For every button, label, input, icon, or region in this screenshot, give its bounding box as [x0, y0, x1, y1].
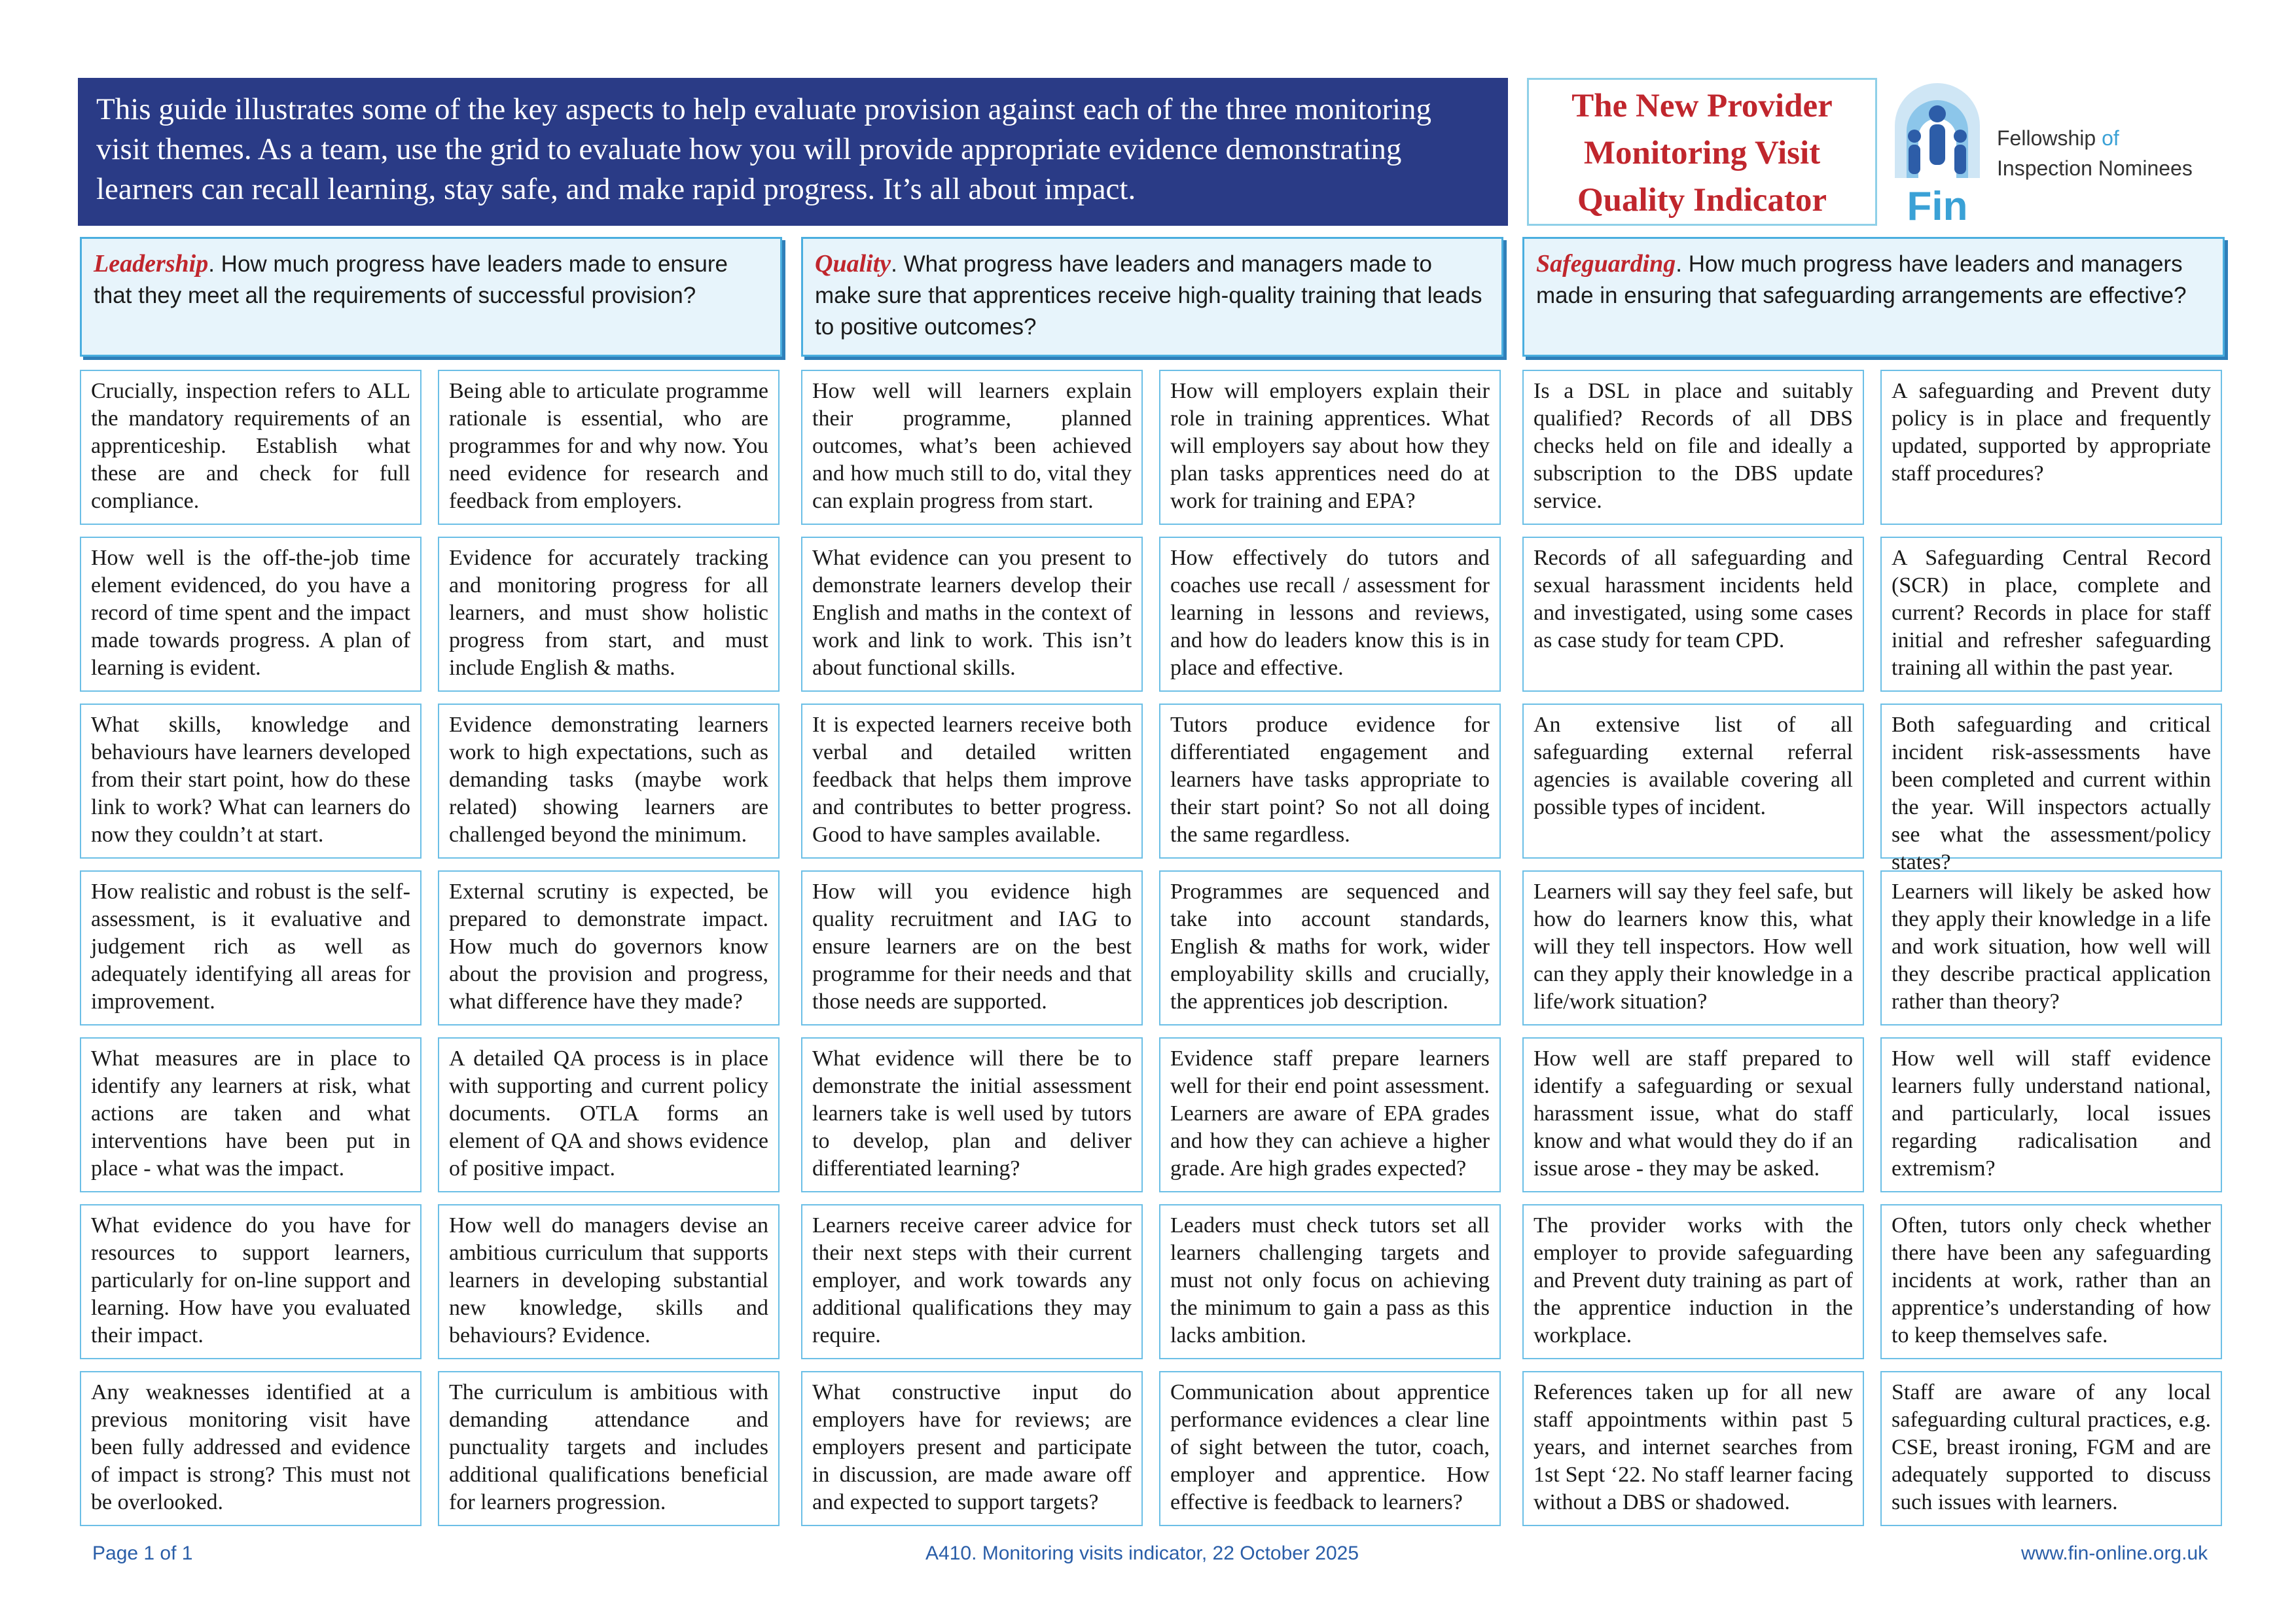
theme-name: Safeguarding [1536, 250, 1676, 277]
grid-cell: Any weaknesses identified at a previous monitoring visit have been fully addressed and evidence of impact is strong? This must not be overlooked. [80, 1371, 422, 1526]
grid-cell: A Safeguarding Central Record (SCR) in place, complete and current? Records in place for staff initial and refresher safeguarding training all within the past year. [1880, 537, 2222, 692]
org-name-part2: Inspection Nominees [1997, 156, 2193, 180]
intro-banner [78, 78, 1508, 226]
theme-leadership [80, 237, 782, 357]
grid-cell: What evidence do you have for resources to support learners, particularly for on-line support and learning. How have you evaluated their impact. [80, 1204, 422, 1359]
theme-question: . How much progress have leaders and managers made in ensuring that safeguarding arrangements are effective? [1536, 251, 2187, 308]
grid-cell: Is a DSL in place and suitably qualified? Records of all DBS checks held on file and ideally a subscription to the DBS update service. [1522, 370, 1864, 525]
grid-cell: How well are staff prepared to identify a safeguarding or sexual harassment issue, what do staff know and what would they do if an issue arose - they may be asked. [1522, 1037, 1864, 1192]
grid-cell: What skills, knowledge and behaviours have learners developed from their start point, how do these link to work? What can learners do now they couldn’t at start. [80, 704, 422, 859]
logo-text: Fin [1907, 184, 1968, 229]
grid-cell: Learners will say they feel safe, but how do learners know this, what will they tell inspectors. How well can they apply their knowledge in a life/work situation? [1522, 870, 1864, 1026]
grid-cell: What measures are in place to identify any learners at risk, what actions are taken and what interventions have been put in place - what was the impact. [80, 1037, 422, 1192]
theme-question: . What progress have leaders and managers made to make sure that apprentices receive high-quality training that leads to positive outcomes? [815, 251, 1482, 340]
grid-cell: References taken up for all new staff appointments within past 5 years, and internet searches from 1st Sept ‘22. No staff learner facing without a DBS or shadowed. [1522, 1371, 1864, 1526]
footer-website-link[interactable]: www.fin-online.org.uk [2021, 1543, 2208, 1564]
document-title [1527, 78, 1877, 226]
intro-text: This guide illustrates some of the key aspects to help evaluate provision against each of the three monitoring visit themes. As a team, use the grid to evaluate how you will provide appropriate evidence demonstrating learners can recall learning, stay safe, and make rapid progress. It’s all about impact. [96, 92, 1432, 207]
grid-cell: How well will staff evidence learners fully understand national, and particularly, local issues regarding radicalisation and extremism? [1880, 1037, 2222, 1192]
org-name-of: of [2102, 126, 2119, 150]
grid-cell: How realistic and robust is the self-assessment, is it evaluative and judgement rich as well as adequately identifying all areas for improvement. [80, 870, 422, 1026]
grid-cell: What evidence can you present to demonstrate learners develop their English and maths in the context of work and link to work. This isn’t about functional skills. [801, 537, 1143, 692]
grid-cell: A safeguarding and Prevent duty policy is in place and frequently updated, supported by appropriate staff procedures? [1880, 370, 2222, 525]
grid-cell: It is expected learners receive both verbal and detailed written feedback that helps them improve and contributes to better progress. Good to have samples available. [801, 704, 1143, 859]
grid-cell: How will employers explain their role in training apprentices. What will employers say about how they plan tasks apprentices need do at work for training and EPA? [1159, 370, 1501, 525]
grid-cell: What constructive input do employers have for reviews; are employers present and participate in discussion, are made aware off and expected to support targets? [801, 1371, 1143, 1526]
grid-cell: The curriculum is ambitious with demanding attendance and punctuality targets and includes additional qualifications beneficial for learners progression. [438, 1371, 780, 1526]
theme-safeguarding [1522, 237, 2225, 357]
footer-document-ref: A410. Monitoring visits indicator, 22 October 2025 [925, 1543, 1359, 1564]
grid-cell: Communication about apprentice performance evidences a clear line of sight between the tutor, coach, employer and apprentice. How effective is feedback to learners? [1159, 1371, 1501, 1526]
grid-cell: How effectively do tutors and coaches use recall / assessment for learning in lessons and reviews, and how do leaders know this is in place and effective. [1159, 537, 1501, 692]
indicator-grid [0, 370, 2296, 1531]
grid-cell: Programmes are sequenced and take into account standards, English & maths for work, wider employability skills and crucially, the apprentices job description. [1159, 870, 1501, 1026]
title-line-3: Quality Indicator [1577, 182, 1827, 219]
grid-cell: Learners will likely be asked how they apply their knowledge in a life and work situation, how well will they describe practical application rather than theory? [1880, 870, 2222, 1026]
grid-cell: Staff are aware of any local safeguarding cultural practices, e.g. CSE, breast ironing, FGM and are adequately supported to discuss such issues with learners. [1880, 1371, 2222, 1526]
grid-cell: Both safeguarding and critical incident risk-assessments have been completed and current within the year. Will inspectors actually see what the assessment/policy states? [1880, 704, 2222, 859]
org-name-part1: Fellowship [1997, 126, 2096, 150]
fin-logo-icon [1888, 80, 1986, 229]
theme-name: Leadership [94, 250, 209, 277]
grid-cell: Crucially, inspection refers to ALL the mandatory requirements of an apprenticeship. Establish what these are and check for full compliance. [80, 370, 422, 525]
theme-name: Quality [815, 250, 891, 277]
grid-cell: Evidence for accurately tracking and monitoring progress for all learners, and must show holistic progress from start, and must include English & maths. [438, 537, 780, 692]
theme-quality [801, 237, 1503, 357]
grid-cell: How well is the off-the-job time element evidenced, do you have a record of time spent and the impact made towards progress. A plan of learning is evident. [80, 537, 422, 692]
theme-question: . How much progress have leaders made to ensure that they meet all the requirements of successful provision? [94, 251, 728, 308]
title-line-1: The New Provider [1571, 88, 1833, 124]
grid-cell: Leaders must check tutors set all learners challenging targets and must not only focus on achieving the minimum to gain a pass as this lacks ambition. [1159, 1204, 1501, 1359]
grid-cell: Often, tutors only check whether there have been any safeguarding incidents at work, rather than an apprentice’s understanding of how to keep themselves safe. [1880, 1204, 2222, 1359]
grid-cell: A detailed QA process is in place with supporting and current policy documents. OTLA forms an element of QA and shows evidence of positive impact. [438, 1037, 780, 1192]
grid-cell: How will you evidence high quality recruitment and IAG to ensure learners are on the best programme for their needs and that those needs are supported. [801, 870, 1143, 1026]
title-line-2: Monitoring Visit [1583, 135, 1821, 171]
grid-cell: The provider works with the employer to provide safeguarding and Prevent duty training as part of the apprentice induction in the workplace. [1522, 1204, 1864, 1359]
grid-cell: Evidence demonstrating learners work to high expectations, such as demanding tasks (maybe work related) showing learners are challenged beyond the minimum. [438, 704, 780, 859]
grid-cell: What evidence will there be to demonstrate the initial assessment learners take is well used by tutors to develop, plan and deliver differentiated learning? [801, 1037, 1143, 1192]
organisation-name [1997, 123, 2272, 183]
grid-cell: Evidence staff prepare learners well for their end point assessment. Learners are aware of EPA grades and how they can achieve a higher grade. Are high grades expected? [1159, 1037, 1501, 1192]
footer-page-number: Page 1 of 1 [92, 1543, 193, 1564]
grid-cell: How well will learners explain their programme, planned outcomes, what’s been achieved and how much still to do, vital they can explain progress from start. [801, 370, 1143, 525]
grid-cell: An extensive list of all safeguarding external referral agencies is available covering all possible types of incident. [1522, 704, 1864, 859]
grid-cell: Tutors produce evidence for differentiated engagement and learners have tasks appropriate to their start point? So not all doing the same regardless. [1159, 704, 1501, 859]
grid-cell: Records of all safeguarding and sexual harassment incidents held and investigated, using some cases as case study for team CPD. [1522, 537, 1864, 692]
grid-cell: Being able to articulate programme rationale is essential, who are programmes for and why now. You need evidence for research and feedback from employers. [438, 370, 780, 525]
grid-cell: External scrutiny is expected, be prepared to demonstrate impact. How much do governors know about the provision and progress, what difference have they made? [438, 870, 780, 1026]
grid-cell: How well do managers devise an ambitious curriculum that supports learners in developing substantial new knowledge, skills and behaviours? Evidence. [438, 1204, 780, 1359]
grid-cell: Learners receive career advice for their next steps with their current employer, and work towards any additional qualifications they may require. [801, 1204, 1143, 1359]
